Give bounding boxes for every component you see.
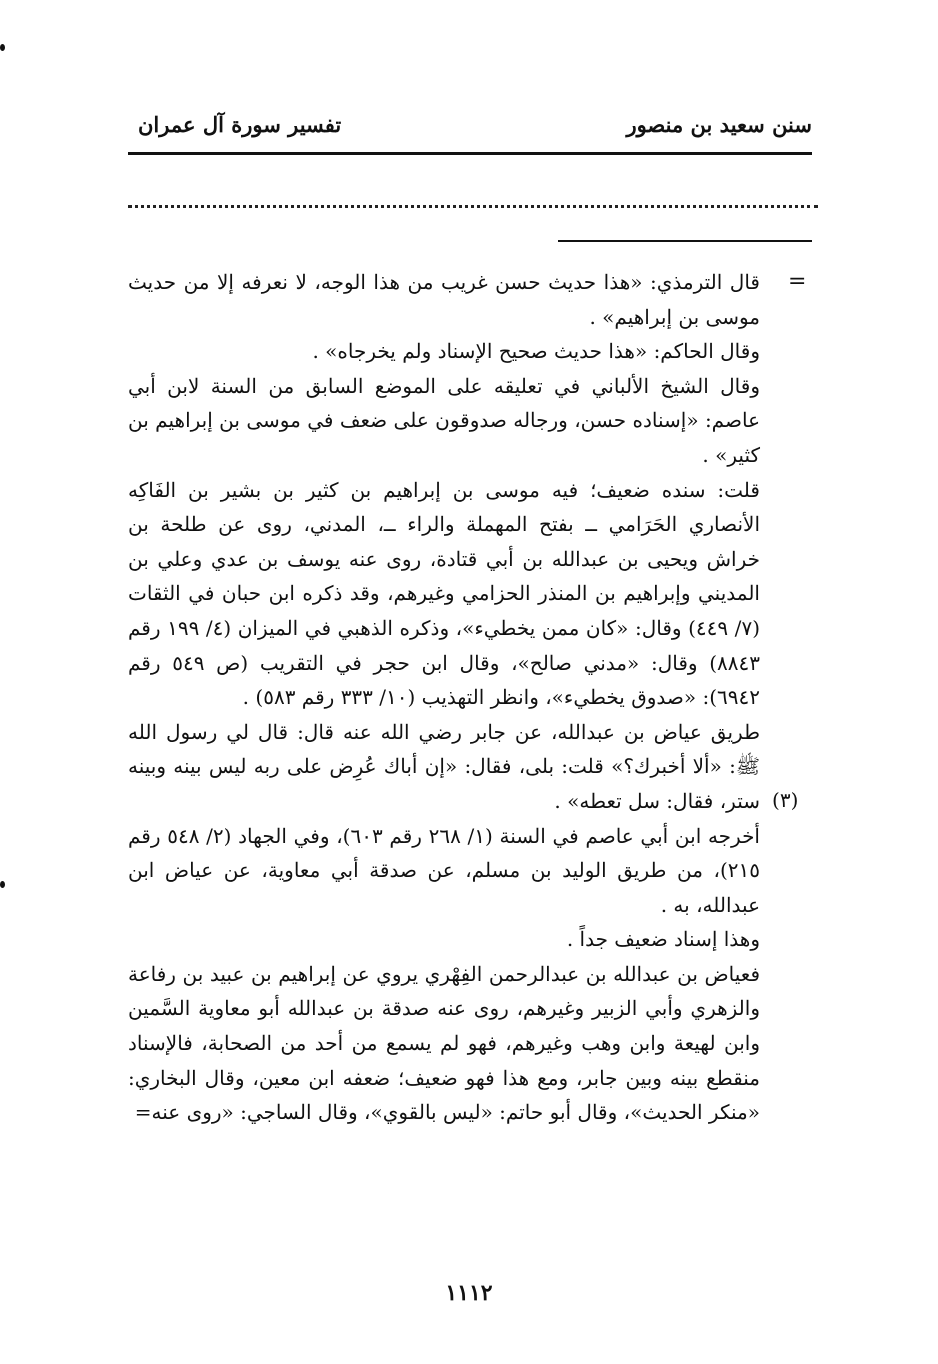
footnote-paragraph: أخرجه ابن أبي عاصم في السنة (١/ ٢٦٨ رقم ٦٠٣)، وفي الجهاد (٢/ ٥٤٨ رقم ٢١٥)، من طريق الوليد بن مسلم، عن صدقة أبي معاوية، عن عياض ابن عبدالله، به . — [128, 823, 760, 917]
section-title: تفسير سورة آل عمران — [138, 112, 342, 137]
running-header — [128, 112, 812, 148]
footnote-separator — [558, 240, 812, 242]
footnote-paragraph: وقال الحاكم: «هذا حديث صحيح الإسناد ولم يخرجاه» . — [312, 339, 760, 364]
page-number: ١١١٢ — [445, 1280, 493, 1306]
footnote-paragraph: وهذا إسناد ضعيف جداً . — [566, 927, 760, 952]
footnote-paragraph: وقال الشيخ الألباني في تعليقه على الموضع السابق من السنة لابن أبي عاصم: «إسناده حسن، ورجاله صدوقون على ضعف في موسى بن إبراهيم بن كثير» . — [128, 373, 760, 467]
footnote-paragraph: قال الترمذي: «هذا حديث حسن غريب من هذا الوجه، لا نعرفه إلا من حديث موسى بن إبراهيم» . — [128, 270, 760, 329]
continuation-marker: = — [788, 269, 807, 294]
scan-mark — [0, 881, 5, 888]
footnote-number: (٣) — [772, 788, 799, 812]
footnote-paragraph: قلت: سنده ضعيف؛ فيه موسى بن إبراهيم بن كثير بن بشير بن الفَاكِه الأنصاري الحَرَامي ــ بفتح المهملة والراء ــ، المدني، روى عن طلحة بن خراش ويحيى بن عبدالله بن أبي قتادة، روى عنه يوسف بن عدي وعلي بن المديني وإبراهيم بن المنذر الحزامي وغيرهم، وقد ذكره ابن حبان في الثقات (٧/ ٤٤٩) وقال: «كان ممن يخطيء»، وذكره الذهبي في الميزان (٤/ ١٩٩ رقم ٨٨٤٣) وقال: «مدني صالح»، وقال ابن حجر في التقريب (ص ٥٤٩ رقم ٦٩٤٢): «صدوق يخطيء»، وانظر التهذيب (١٠/ ٣٣٣ رقم ٥٨٣) . — [128, 477, 761, 710]
scan-mark — [0, 44, 5, 51]
footnote-text — [128, 265, 760, 1130]
footnote-paragraph: طريق عياض بن عبدالله، عن جابر رضي الله عنه قال: قال لي رسول الله ﷺ: «ألا أخبرك؟» قلت: بلى، فقال: «إن أباك عُرِض على ربه ليس بينه وبينه ستر، فقال: سل تعطه» . — [128, 719, 760, 813]
footnote-paragraph: فعياض بن عبدالله بن عبدالرحمن الفِهْري يروي عن إبراهيم بن عبيد بن رفاعة والزهري وأبي الزبير وغيرهم، روى عنه صدقة بن عبدالله أبو معاوية السَّمين وابن لهيعة وابن وهب وغيرهم، فهو لم يسمع من أحد من الصحابة، فالإسناد منقطع بينه وبين جابر، ومع هذا فهو ضعيف؛ ضعفه ابن معين، وقال البخاري: «منكر الحديث»، وقال أبو حاتم: «ليس بالقوي»، وقال الساجي: «روى عنه= — [128, 961, 760, 1125]
header-rule — [128, 152, 812, 155]
dotted-separator — [128, 205, 818, 208]
book-title: سنن سعيد بن منصور — [626, 112, 812, 137]
